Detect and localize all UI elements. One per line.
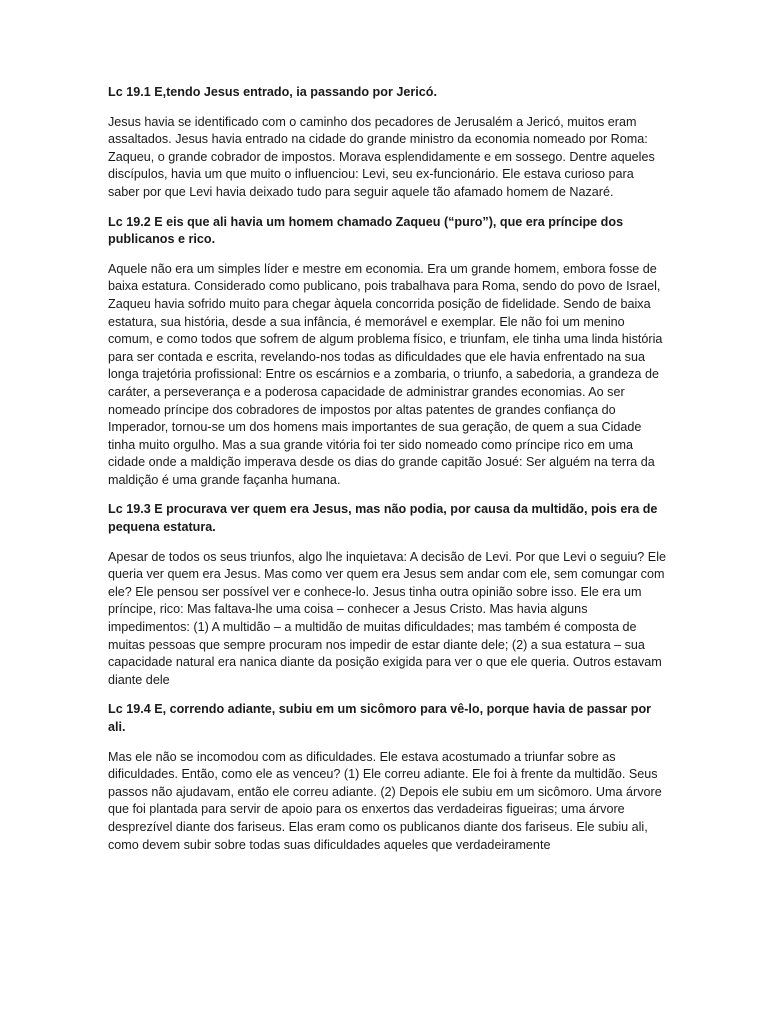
commentary-paragraph-19-3: Apesar de todos os seus triunfos, algo lhe inquietava: A decisão de Levi. Por que Levi o seguiu? Ele queria ver quem era Jesus. Mas como ver quem era Jesus sem andar com ele, sem comungar com ele? Ele pensou ser possível ver e conhece-lo. Jesus tinha outra opinião sobre isso. Ele era um príncipe, rico: Mas faltava-lhe uma coisa – conhecer a Jesus Cristo. Mas havia alguns impedimentos: (1) A multidão – a multidão de muitas dificuldades; mas também é composta de muitas pessoas que sempre procuram nos impedir de estar diante dele; (2) a sua estatura – sua capacidade natural era nanica diante da posição exigida para ver o que ele queria. Outros estavam diante dele [108,549,666,687]
verse-heading-19-4: Lc 19.4 E, correndo adiante, subiu em um sicômoro para vê-lo, porque havia de passar por ali. [108,702,652,734]
document-page [108,84,668,866]
commentary-paragraph-19-1: Jesus havia se identificado com o caminho dos pecadores de Jerusalém a Jericó, muitos eram assaltados. Jesus havia entrado na cidade do grande ministro da economia nomeado por Roma: Zaqueu, o grande cobrador de impostos. Morava esplendidamente e em sossego. Dentre aqueles discípulos, havia um que muito o influenciou: Levi, seu ex-funcionário. Ele estava curioso para saber por que Levi havia deixado tudo para seguir aquele tão afamado homem de Nazaré. [108,114,655,199]
commentary-paragraph-19-2: Aquele não era um simples líder e mestre em economia. Era um grande homem, embora fosse de baixa estatura. Considerado como publicano, pois trabalhava para Roma, sendo do povo de Israel, Zaqueu havia sofrido muito para chegar àquela concorrida posição de fidelidade. Sendo de baixa estatura, sua história, desde a sua infância, é memorável e exemplar. Ele não foi um menino comum, e como todos que sofrem de algum problema físico, e triunfam, ele tinha uma linda história para ser contada e escrita, revelando-nos todas as dificuldades que ele havia enfrentado na sua longa trajetória profissional: Entre os escárnios e a zombaria, o triunfo, a sabedoria, a grandeza de caráter, a perseverança e a poderosa capacidade de administrar grandes economias. Ao ser nomeado príncipe dos cobradores de impostos por altas patentes de grandes confiança do Imperador, tornou-se um dos homens mais importantes de sua geração, de quem a sua Cidade tinha muito orgulho. Mas a sua grande vitória foi ter sido nomeado como príncipe rico em uma cidade onde a maldição imperava desde os dias do grande capitão Josué: Ser alguém na terra da maldição é uma grande façanha humana. [108,261,663,487]
verse-heading-19-1: Lc 19.1 E,tendo Jesus entrado, ia passando por Jericó. [108,85,437,99]
verse-heading-19-3: Lc 19.3 E procurava ver quem era Jesus, mas não podia, por causa da multidão, pois era de pequena estatura. [108,502,658,535]
verse-heading-19-2: Lc 19.2 E eis que ali havia um homem chamado Zaqueu (“puro”), que era príncipe dos publicanos e rico. [108,214,624,247]
commentary-paragraph-19-4: Mas ele não se incomodou com as dificuldades. Ele estava acostumado a triunfar sobre as dificuldades. Então, como ele as venceu? (1) Ele correu adiante. Ele foi à frente da multidão. Seus passos não ajudavam, então ele correu adiante. (2) Depois ele subiu em um sicômoro. Uma árvore que foi plantada para servir de apoio para os enxertos das verdadeiras figueiras; uma árvore desprezível diante dos fariseus. Elas eram como os publicanos diante dos fariseus. Ele subiu ali, como devem subir sobre todas suas dificuldades aqueles que verdadeiramente [108,749,662,852]
